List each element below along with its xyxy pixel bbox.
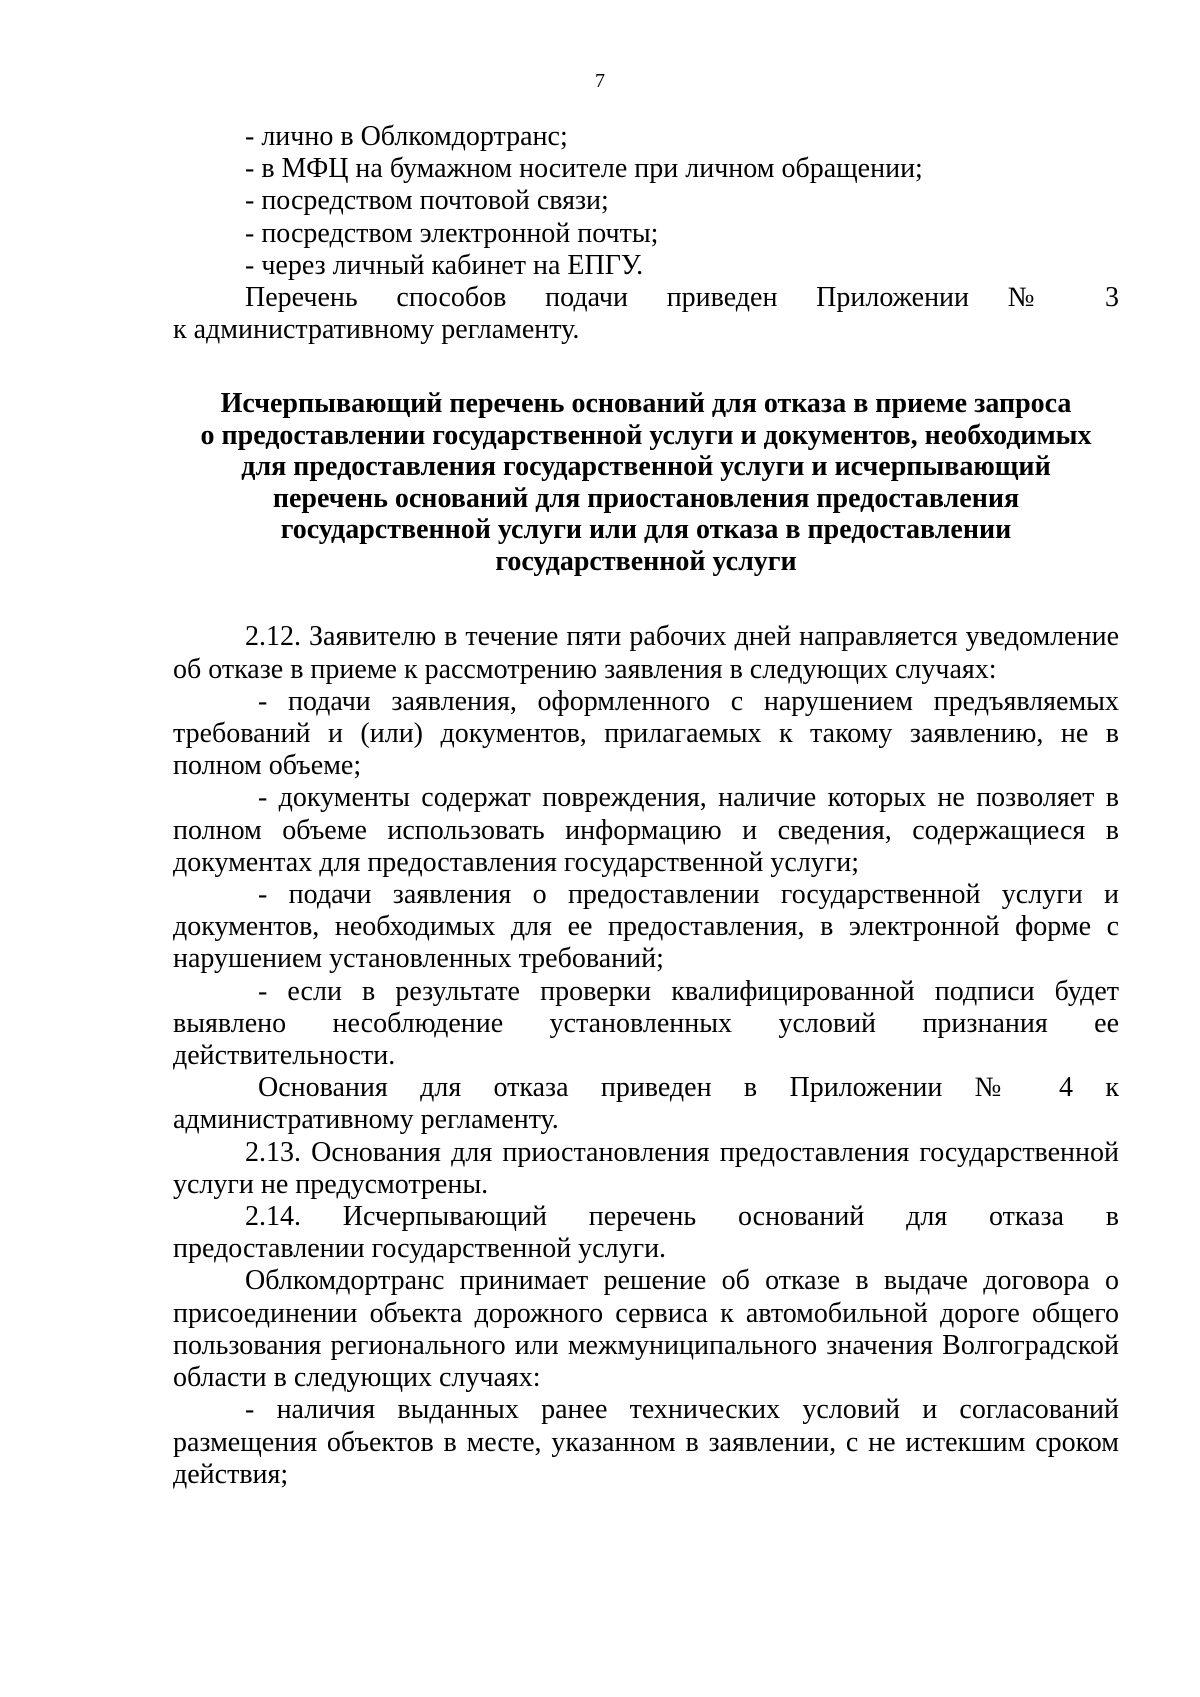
paragraph-2-14-line1: 2.14. Исчерпывающий перечень оснований для отказа в [245,1201,1119,1233]
refusal-item: - подачи заявления, оформленного с нарушением предъявляемых требований и (или) документов, прилагаемых к такому заявлению, не в полном объеме; [173,685,1119,782]
annex4-reference-rest: административному регламенту. [173,1104,559,1136]
list-item: - в МФЦ на бумажном носителе при личном обращении; [245,153,923,185]
final-refusal-item: - наличия выданных ранее технических условий и согласований размещения объектов в месте, указанном в заявлении, с не истекшим сроком действия; [173,1394,1119,1490]
refusal-grounds-list [173,686,1119,1072]
list-item: - посредством почтовой связи; [245,185,609,217]
annex3-reference-paragraph [173,282,1119,346]
section-heading-line: Исчерпывающий перечень оснований для отказа в приеме запроса [220,388,1072,420]
refusal-item: - подачи заявления о предоставлении государственной услуги и документов, необходимых для ее предоставления, в электронной форме с нарушением установленных требований; [173,879,1119,975]
refusal-item: - документы содержат повреждения, наличие которых не позволяет в полном объеме использовать информацию и сведения, содержащиеся в документах для предоставления государственной услуги; [173,782,1119,878]
refusal-item: - если в результате проверки квалифицированной подписи будет выявлено несоблюдение установленных условий признания ее действительности. [173,975,1119,1072]
page-number: 7 [595,70,605,92]
document-body [173,121,1119,1491]
submission-methods-list [173,121,1119,282]
paragraph-2-14 [173,1201,1119,1265]
section-heading-line: государственной услуги [495,545,797,577]
paragraph-2-12: 2.12. Заявителю в течение пяти рабочих дней направляется уведомление об отказе в приеме к рассмотрению заявления в следующих случаях: [173,621,1119,685]
list-item: - лично в Облкомдортранс; [245,121,568,152]
section-heading-line: о предоставлении государственной услуги и документов, необходимых [200,419,1092,451]
section-heading-line: государственной услуги или для отказа в предоставлении [280,514,1012,546]
annex4-reference-line1: Основания для отказа приведен в Приложении № 4 к [258,1072,1119,1104]
section-heading-line: для предоставления государственной услуги и исчерпывающий [241,451,1051,483]
section-heading-line: перечень оснований для приостановления предоставления [272,482,1020,514]
list-item: - через личный кабинет на ЕПГУ. [245,249,644,281]
paragraph-2-13: 2.13. Основания для приостановления предоставления государственной услуги не предусмотрены. [173,1136,1119,1200]
annex4-reference-paragraph [173,1072,1119,1136]
annex3-reference-line1: Перечень способов подачи приведен Приложении № 3 [245,282,1119,314]
paragraph-2-14-rest: предоставлении государственной услуги. [173,1233,667,1265]
list-item: - посредством электронной почты; [245,217,659,249]
section-heading [173,388,1119,577]
decision-paragraph: Облкомдортранс принимает решение об отказе в выдаче договора о присоединении объекта дорожного сервиса к автомобильной дороге общего пользования регионального или межмуниципального значения Волгоградской области в следующих случаях: [173,1265,1119,1394]
annex3-reference-rest: к административному регламенту. [173,314,580,346]
